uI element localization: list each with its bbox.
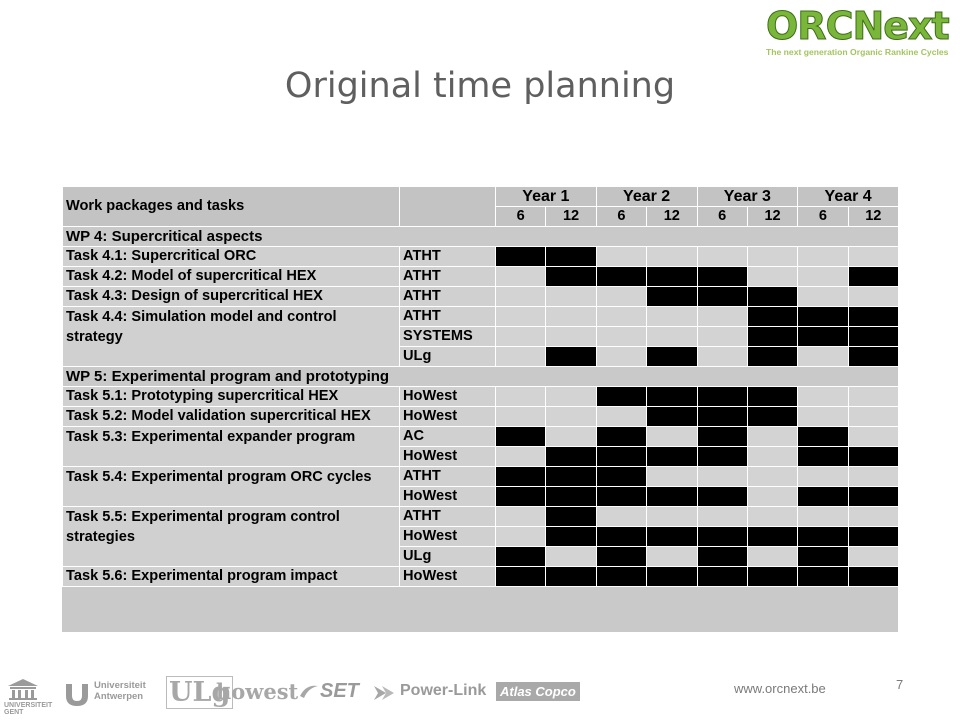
schedule-cell-active <box>848 267 898 287</box>
task-row <box>63 407 899 427</box>
schedule-cell-active <box>697 427 747 447</box>
schedule-cell-active <box>496 547 546 567</box>
schedule-cell-active <box>546 347 596 367</box>
schedule-cell-active <box>848 527 898 547</box>
month-header: 12 <box>747 207 797 227</box>
task-name: Task 5.2: Model validation supercritical HEX <box>63 407 400 427</box>
month-header: 6 <box>596 207 646 227</box>
schedule-cell-active <box>596 547 646 567</box>
schedule-cell-active <box>848 347 898 367</box>
year-header: Year 2 <box>596 187 697 207</box>
work-package-title: WP 5: Experimental program and prototyping <box>63 367 899 387</box>
schedule-cell-empty <box>496 307 546 327</box>
task-name: Task 5.6: Experimental program impact <box>63 567 400 587</box>
schedule-cell-empty <box>546 327 596 347</box>
header-label: Work packages and tasks <box>63 187 400 227</box>
schedule-cell-active <box>848 447 898 467</box>
schedule-cell-empty <box>747 267 797 287</box>
task-row <box>63 287 899 307</box>
schedule-cell-empty <box>647 247 697 267</box>
partner-name: ATHT <box>400 307 496 327</box>
year-header: Year 4 <box>798 187 898 207</box>
schedule-cell-active <box>496 247 546 267</box>
schedule-cell-active <box>848 487 898 507</box>
schedule-cell-active <box>496 567 546 587</box>
schedule-cell-empty <box>647 327 697 347</box>
schedule-cell-active <box>496 487 546 507</box>
schedule-cell-active <box>798 327 848 347</box>
schedule-cell-empty <box>697 507 747 527</box>
year-header: Year 1 <box>496 187 597 207</box>
task-row <box>63 427 899 447</box>
partner-name: ATHT <box>400 467 496 487</box>
schedule-cell-empty <box>596 347 646 367</box>
schedule-cell-empty <box>848 287 898 307</box>
work-package-title: WP 4: Supercritical aspects <box>63 227 899 247</box>
schedule-cell-active <box>848 307 898 327</box>
schedule-cell-empty <box>697 247 747 267</box>
antwerp-u-icon <box>62 680 92 708</box>
schedule-cell-active <box>496 427 546 447</box>
schedule-cell-active <box>647 347 697 367</box>
partner-name: SYSTEMS <box>400 327 496 347</box>
page-number: 7 <box>896 677 904 692</box>
task-row <box>63 567 899 587</box>
schedule-cell-active <box>747 527 797 547</box>
section-row <box>63 227 899 247</box>
schedule-cell-active <box>848 567 898 587</box>
schedule-cell-empty <box>798 247 848 267</box>
schedule-cell-active <box>697 447 747 467</box>
schedule-cell-active <box>697 407 747 427</box>
power-link-arrow-icon <box>372 682 398 704</box>
schedule-cell-empty <box>596 247 646 267</box>
schedule-cell-active <box>647 567 697 587</box>
slide-title: Original time planning <box>284 66 676 106</box>
gantt-table <box>62 186 898 587</box>
partner-name: ULg <box>400 347 496 367</box>
task-name: Task 4.1: Supercritical ORC <box>63 247 400 267</box>
schedule-cell-empty <box>798 387 848 407</box>
schedule-cell-active <box>697 267 747 287</box>
schedule-cell-active <box>798 447 848 467</box>
partner-name: HoWest <box>400 387 496 407</box>
schedule-cell-active <box>747 567 797 587</box>
schedule-cell-empty <box>496 527 546 547</box>
schedule-cell-empty <box>747 487 797 507</box>
schedule-cell-empty <box>546 287 596 307</box>
schedule-cell-active <box>546 467 596 487</box>
schedule-cell-active <box>647 267 697 287</box>
university-building-icon <box>6 678 40 700</box>
year-header: Year 3 <box>697 187 798 207</box>
schedule-cell-empty <box>546 427 596 447</box>
task-row <box>63 467 899 487</box>
schedule-cell-empty <box>848 507 898 527</box>
schedule-cell-empty <box>747 467 797 487</box>
schedule-cell-active <box>546 487 596 507</box>
schedule-cell-empty <box>747 247 797 267</box>
schedule-cell-active <box>546 267 596 287</box>
schedule-cell-empty <box>697 327 747 347</box>
schedule-cell-active <box>798 567 848 587</box>
schedule-cell-active <box>848 327 898 347</box>
schedule-cell-empty <box>596 407 646 427</box>
schedule-cell-empty <box>647 307 697 327</box>
task-name: Task 5.1: Prototyping supercritical HEX <box>63 387 400 407</box>
schedule-cell-active <box>596 387 646 407</box>
schedule-cell-active <box>697 547 747 567</box>
header-partner-blank <box>400 187 496 227</box>
partner-name: HoWest <box>400 527 496 547</box>
schedule-cell-active <box>647 447 697 467</box>
schedule-cell-empty <box>496 407 546 427</box>
task-name: Task 5.5: Experimental program control strategies <box>63 507 400 567</box>
schedule-cell-active <box>596 487 646 507</box>
power-link-logo: Power-Link <box>400 682 487 699</box>
schedule-cell-empty <box>848 427 898 447</box>
set-swoosh-icon <box>298 682 320 702</box>
schedule-cell-empty <box>647 427 697 447</box>
task-name: Task 5.4: Experimental program ORC cycles <box>63 467 400 507</box>
schedule-cell-empty <box>496 507 546 527</box>
schedule-cell-active <box>747 307 797 327</box>
task-row <box>63 307 899 327</box>
schedule-cell-empty <box>798 347 848 367</box>
schedule-cell-empty <box>546 307 596 327</box>
schedule-cell-empty <box>647 507 697 527</box>
schedule-cell-active <box>798 547 848 567</box>
partner-logos <box>0 672 576 716</box>
task-row <box>63 267 899 287</box>
month-header: 12 <box>848 207 898 227</box>
schedule-cell-active <box>596 427 646 447</box>
schedule-cell-empty <box>496 447 546 467</box>
schedule-cell-active <box>697 287 747 307</box>
month-header: 6 <box>496 207 546 227</box>
schedule-cell-empty <box>697 347 747 367</box>
partner-name: ATHT <box>400 507 496 527</box>
schedule-cell-empty <box>848 467 898 487</box>
schedule-cell-active <box>596 467 646 487</box>
ugent-logo-text: UNIVERSITEIT GENT <box>4 702 53 716</box>
partner-name: ULg <box>400 547 496 567</box>
schedule-cell-active <box>798 307 848 327</box>
schedule-cell-active <box>546 567 596 587</box>
task-row <box>63 247 899 267</box>
time-planning-table <box>62 186 898 632</box>
schedule-cell-empty <box>848 547 898 567</box>
schedule-cell-empty <box>647 467 697 487</box>
task-row <box>63 507 899 527</box>
schedule-cell-active <box>546 507 596 527</box>
schedule-cell-empty <box>747 427 797 447</box>
logo-wordmark: ORCNext <box>766 4 949 48</box>
month-header: 6 <box>697 207 747 227</box>
partner-name: ATHT <box>400 247 496 267</box>
ulg-logo: ULg <box>166 676 233 709</box>
schedule-cell-active <box>496 467 546 487</box>
schedule-cell-active <box>596 447 646 467</box>
schedule-cell-active <box>798 527 848 547</box>
schedule-cell-empty <box>546 387 596 407</box>
schedule-cell-active <box>747 287 797 307</box>
task-name: Task 4.2: Model of supercritical HEX <box>63 267 400 287</box>
partner-name: HoWest <box>400 487 496 507</box>
schedule-cell-active <box>697 567 747 587</box>
schedule-cell-active <box>747 327 797 347</box>
schedule-cell-active <box>697 527 747 547</box>
howest-logo: howest <box>216 679 299 704</box>
partner-name: HoWest <box>400 567 496 587</box>
task-name: Task 4.4: Simulation model and control strategy <box>63 307 400 367</box>
schedule-cell-active <box>647 527 697 547</box>
schedule-cell-empty <box>546 407 596 427</box>
schedule-cell-active <box>697 487 747 507</box>
schedule-cell-empty <box>798 507 848 527</box>
schedule-cell-empty <box>496 327 546 347</box>
schedule-cell-empty <box>596 327 646 347</box>
schedule-cell-active <box>747 407 797 427</box>
schedule-cell-active <box>546 247 596 267</box>
task-row <box>63 387 899 407</box>
logo-tagline: The next generation Organic Rankine Cycles <box>766 47 949 57</box>
schedule-cell-empty <box>798 407 848 427</box>
orcnext-logo <box>766 6 956 62</box>
schedule-cell-empty <box>496 347 546 367</box>
schedule-cell-active <box>596 567 646 587</box>
schedule-cell-active <box>596 267 646 287</box>
schedule-cell-empty <box>747 447 797 467</box>
schedule-cell-active <box>747 347 797 367</box>
antwerp-logo-text: Universiteit Antwerpen <box>94 680 146 702</box>
schedule-cell-active <box>546 527 596 547</box>
schedule-cell-empty <box>697 467 747 487</box>
section-row <box>63 367 899 387</box>
schedule-cell-empty <box>848 387 898 407</box>
task-name: Task 4.3: Design of supercritical HEX <box>63 287 400 307</box>
task-name: Task 5.3: Experimental expander program <box>63 427 400 467</box>
schedule-cell-empty <box>496 387 546 407</box>
schedule-cell-active <box>647 407 697 427</box>
schedule-cell-active <box>747 387 797 407</box>
schedule-cell-empty <box>798 287 848 307</box>
schedule-cell-active <box>798 427 848 447</box>
partner-name: HoWest <box>400 407 496 427</box>
schedule-cell-empty <box>496 287 546 307</box>
schedule-cell-empty <box>596 507 646 527</box>
schedule-cell-empty <box>596 287 646 307</box>
schedule-cell-empty <box>546 547 596 567</box>
month-header: 12 <box>647 207 697 227</box>
schedule-cell-empty <box>496 267 546 287</box>
partner-name: ATHT <box>400 267 496 287</box>
schedule-cell-empty <box>647 547 697 567</box>
schedule-cell-active <box>546 447 596 467</box>
footer-url[interactable]: www.orcnext.be <box>734 681 826 696</box>
schedule-cell-empty <box>596 307 646 327</box>
schedule-cell-empty <box>798 467 848 487</box>
schedule-cell-empty <box>697 307 747 327</box>
schedule-cell-active <box>596 527 646 547</box>
schedule-cell-empty <box>848 247 898 267</box>
schedule-cell-active <box>647 487 697 507</box>
schedule-cell-empty <box>747 507 797 527</box>
schedule-cell-empty <box>848 407 898 427</box>
partner-name: AC <box>400 427 496 447</box>
schedule-cell-active <box>647 287 697 307</box>
schedule-cell-active <box>697 387 747 407</box>
header-row-years <box>63 187 899 207</box>
schedule-cell-active <box>798 487 848 507</box>
month-header: 6 <box>798 207 848 227</box>
partner-name: HoWest <box>400 447 496 467</box>
schedule-cell-empty <box>747 547 797 567</box>
schedule-cell-empty <box>798 267 848 287</box>
atlas-copco-logo: Atlas Copco <box>496 682 580 701</box>
schedule-cell-active <box>647 387 697 407</box>
month-header: 12 <box>546 207 596 227</box>
set-logo: SET <box>320 680 359 702</box>
partner-name: ATHT <box>400 287 496 307</box>
